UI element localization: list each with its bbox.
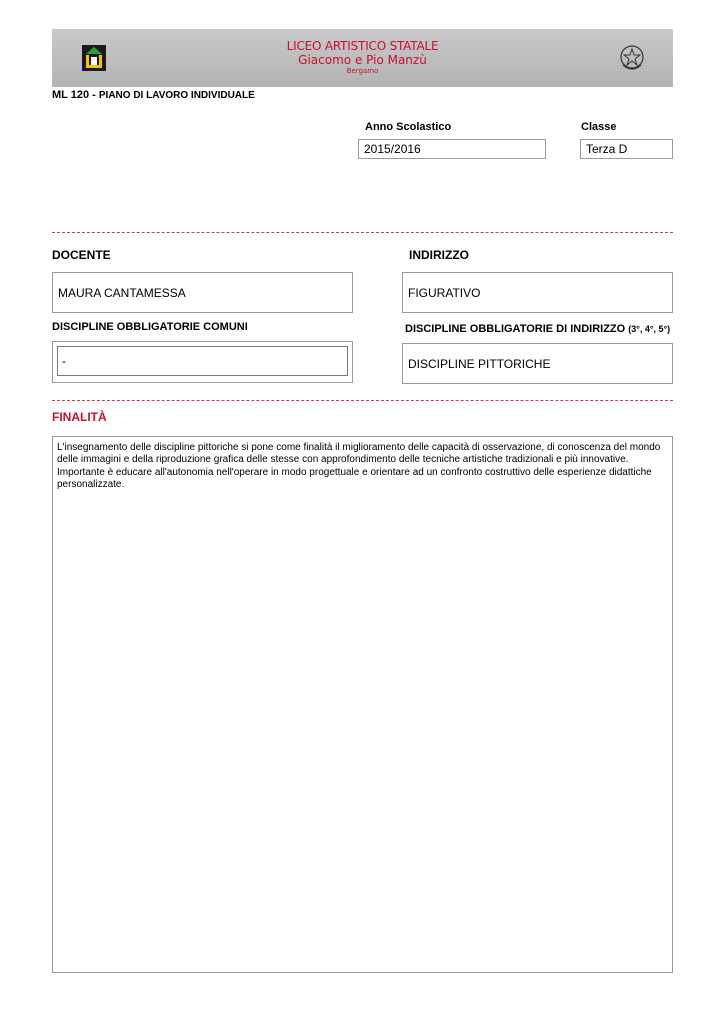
finalita-paragraph: L'insegnamento delle discipline pittoriche si pone come finalità il miglioramento delle capacità di osservazione, di conoscenza del mondo delle immagini e della riproduzione grafica delle stesse con approfondimento delle tecniche artistiche tradizionali e più innovative. — [57, 442, 661, 466]
section-divider — [52, 400, 673, 401]
docente-label: DOCENTE — [52, 248, 111, 262]
discipline-indirizzo-label — [405, 323, 670, 335]
anno-scolastico-field[interactable]: 2015/2016 — [358, 139, 546, 159]
school-name-line2: Giacomo e Pio Manzù — [298, 53, 427, 67]
italian-republic-emblem-icon — [619, 43, 645, 73]
discipline-comuni-label: DISCIPLINE OBBLIGATORIE COMUNI — [52, 321, 248, 333]
discipline-indirizzo-years: (3°, 4°, 5°) — [628, 324, 671, 334]
indirizzo-field[interactable]: FIGURATIVO — [402, 272, 673, 313]
indirizzo-label: INDIRIZZO — [409, 248, 469, 262]
discipline-comuni-field[interactable]: - — [57, 346, 348, 376]
discipline-indirizzo-label-text: DISCIPLINE OBBLIGATORIE DI INDIRIZZO — [405, 323, 626, 335]
anno-scolastico-label: Anno Scolastico — [365, 121, 452, 133]
finalita-textarea[interactable] — [52, 436, 673, 973]
document-code-number: ML 120 - — [52, 89, 96, 101]
school-header — [52, 29, 673, 87]
finalita-paragraph: Importante è educare all'autonomia nell'operare in modo progettuale e orientare ad un confronto costruttivo delle esperienze didattiche personalizzate. — [57, 466, 652, 491]
docente-field[interactable]: MAURA CANTAMESSA — [52, 272, 353, 313]
document-code — [52, 89, 255, 101]
classe-label: Classe — [581, 121, 617, 133]
school-city: Bergamo — [346, 67, 379, 75]
discipline-comuni-container — [52, 341, 353, 383]
discipline-indirizzo-field[interactable]: DISCIPLINE PITTORICHE — [402, 343, 673, 384]
school-name — [52, 39, 673, 76]
section-divider — [52, 232, 673, 233]
finalita-label: FINALITÀ — [52, 410, 107, 424]
school-name-line1: LICEO ARTISTICO STATALE — [286, 39, 439, 53]
document-title: PIANO DI LAVORO INDIVIDUALE — [98, 90, 255, 101]
classe-field[interactable]: Terza D — [580, 139, 673, 159]
